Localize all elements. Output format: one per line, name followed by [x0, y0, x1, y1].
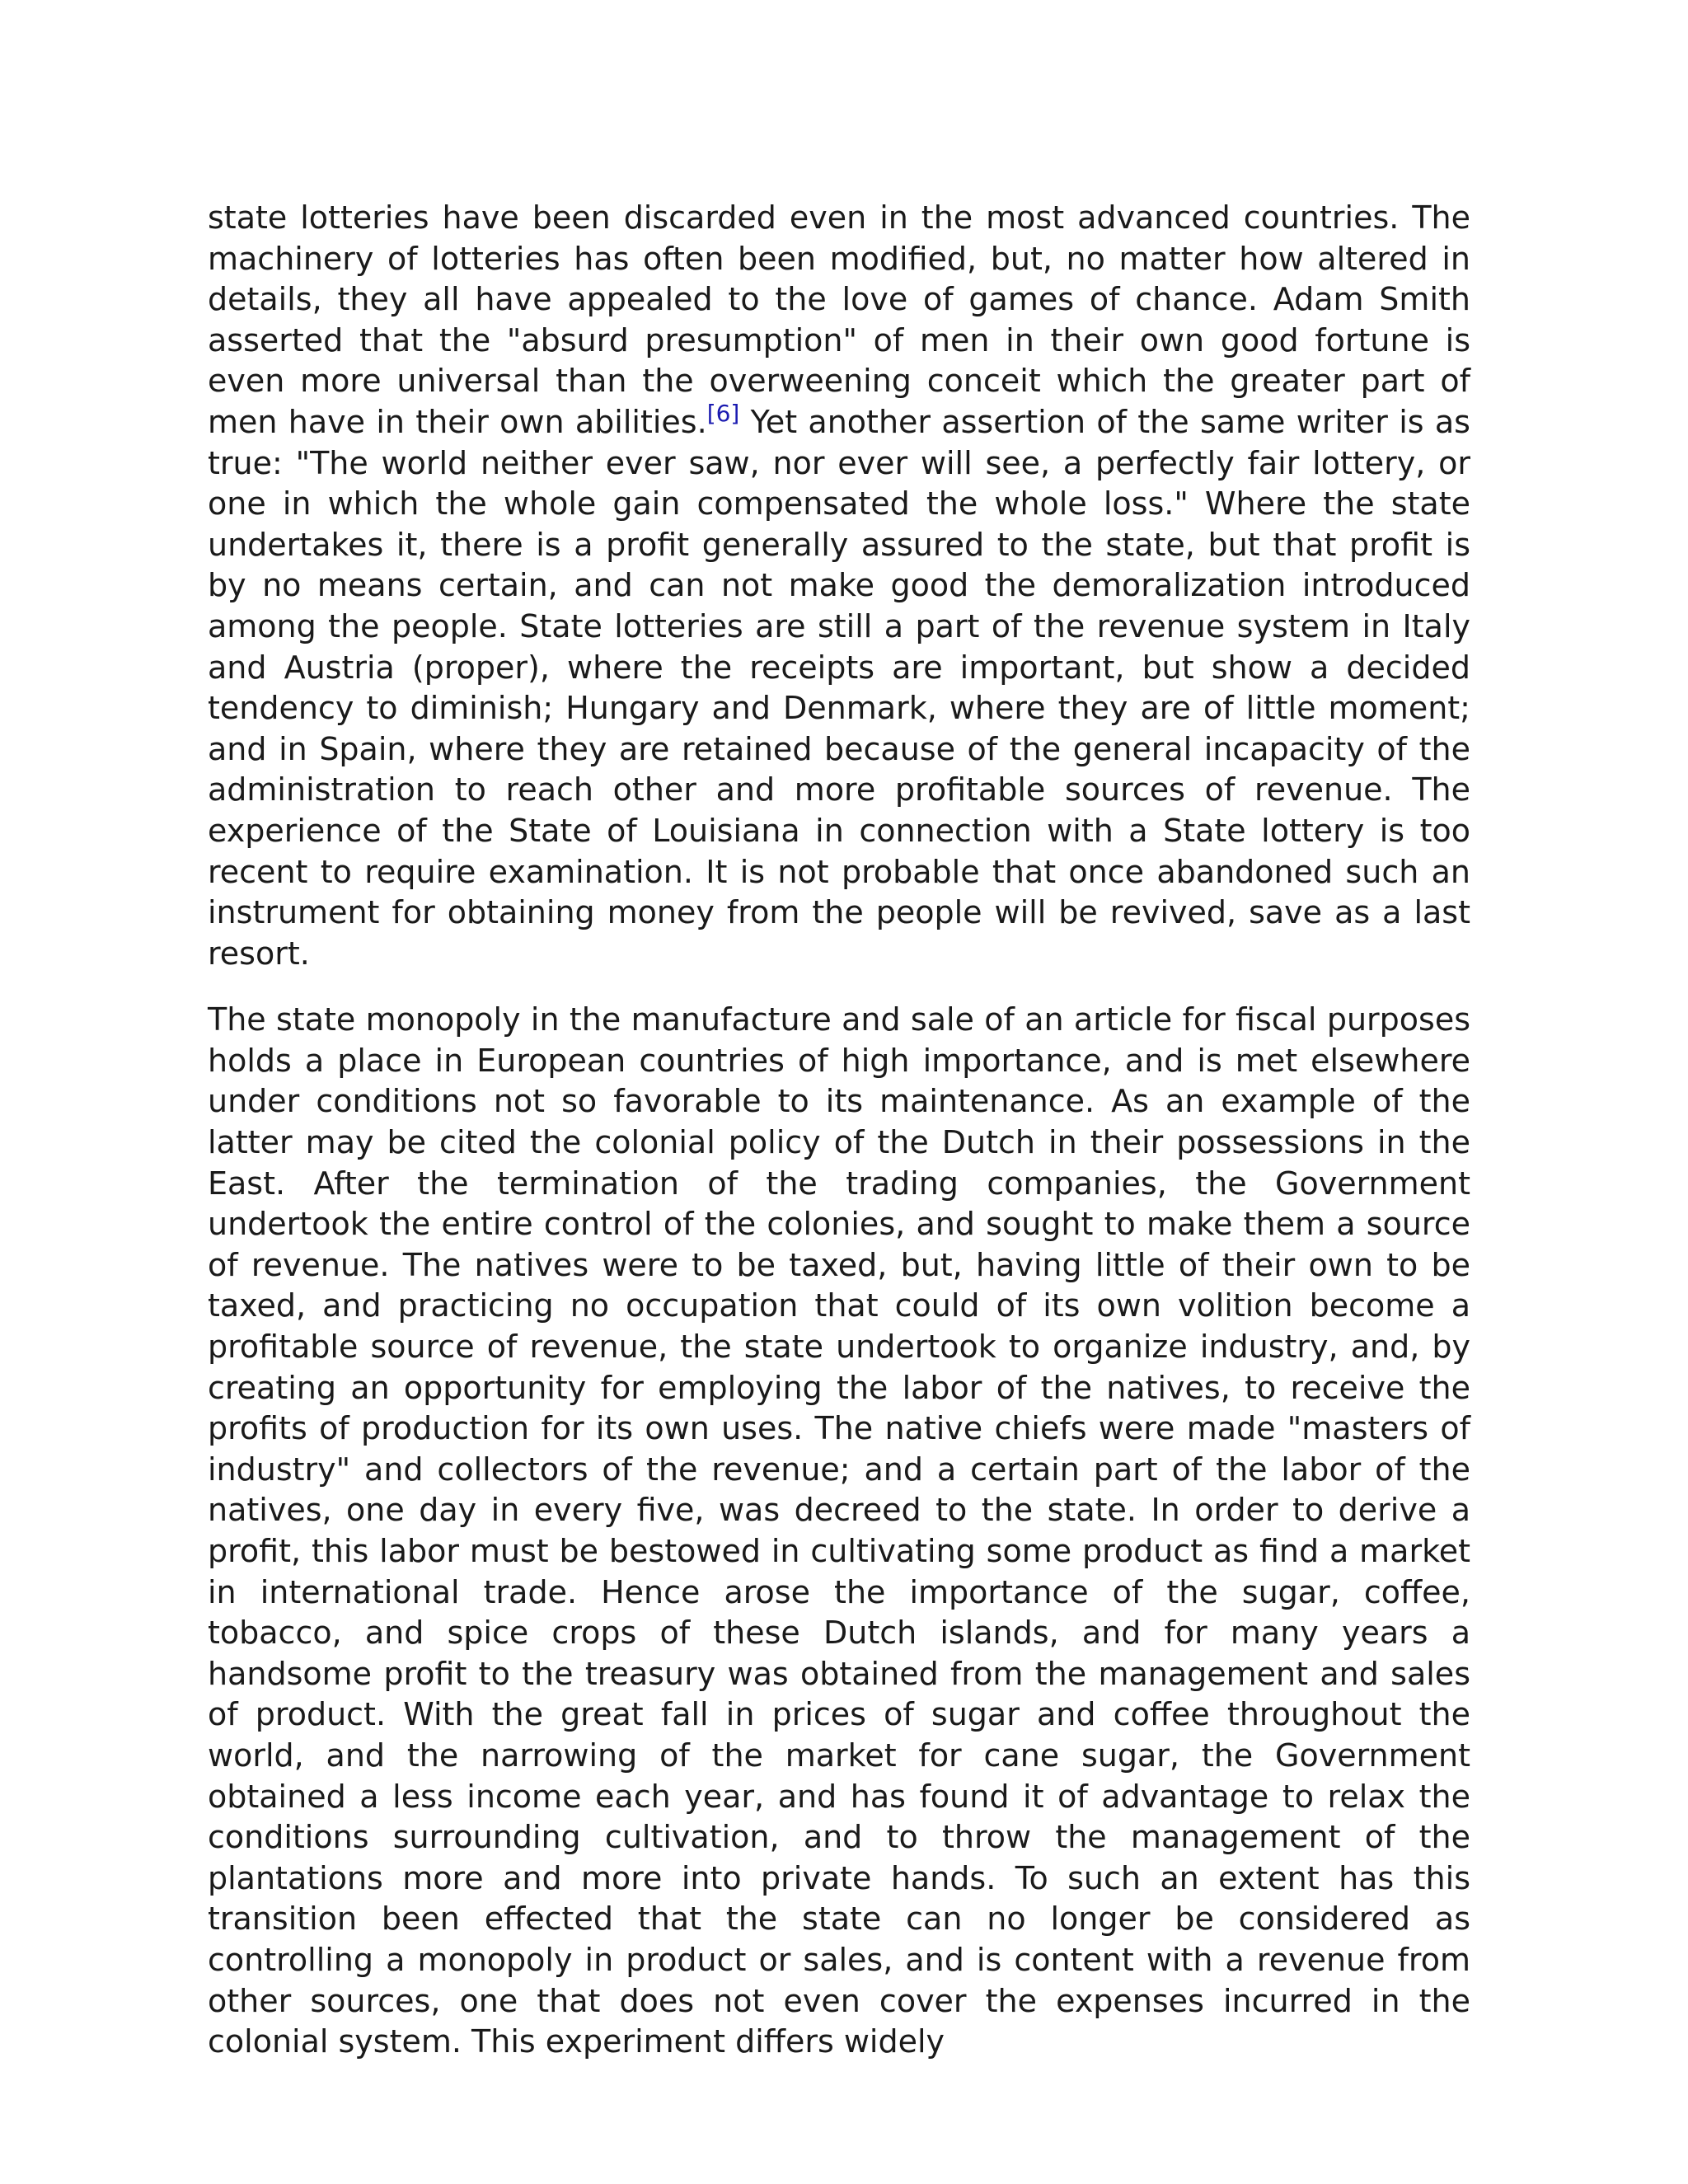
paragraph-text: state lotteries have been discarded even in the most advanced countries. The machinery of lotteries has often been modified, but, no matter how altered in details, they all have appealed to the love of games of chance. Adam Smith asserted that the "absurd presumption" of men in their own good fortune is even more universal than the overweening conceit which the greater part of men have in their own abilities. [208, 199, 1470, 440]
paragraph-text: The state monopoly in the manufacture and sale of an article for fiscal purposes holds a place in European countries of high importance, and is met elsewhere under conditions not so favorable to its maintenance. As an example of the latter may be cited the colonial policy of the Dutch in their possessions in the East. After the termination of the trading companies, the Government undertook the entire control of the colonies, and sought to make them a source of revenue. The natives were to be taxed, but, having little of their own to be taxed, and practicing no occupation that could of its own volition become a profitable source of revenue, the state undertook to organize industry, and, by creating an opportunity for employing the labor of the natives, to receive the profits of production for its own uses. The native chiefs were made "masters of industry" and collectors of the revenue; and a certain part of the labor of the natives, one day in every five, was decreed to the state. In order to derive a profit, this labor must be bestowed in cultivating some product as find a market in international trade. Hence arose the importance of the sugar, coffee, tobacco, and spice crops of these Dutch islands, and for many years a handsome profit to the treasury was obtained from the management and sales of product. With the great fall in prices of sugar and coffee throughout the world, and the narrowing of the market for cane sugar, the Government obtained a less income each year, and has found it of advantage to relax the conditions surrounding cultivation, and to throw the management of the plantations more and more into private hands. To such an extent has this transition been effected that the state can no longer be considered as controlling a monopoly in product or sales, and is content with a revenue from other sources, one that does not even cover the expenses incurred in the colonial system. This experiment differs widely [208, 1001, 1470, 2060]
document-page [208, 198, 1470, 2063]
paragraph-lotteries [208, 198, 1470, 974]
paragraph-text: Yet another assertion of the same writer is as true: "The world neither ever saw, nor ever will see, a perfectly fair lottery, or one in which the whole gain compensated the whole loss." Where the state undertakes it, there is a profit generally assured to the state, but that profit is by no means certain, and can not make good the demoralization introduced among the people. State lotteries are still a part of the revenue system in Italy and Austria (proper), where the receipts are important, but show a decided tendency to diminish; Hungary and Denmark, where they are of little moment; and in Spain, where they are retained because of the general incapacity of the administration to reach other and more profitable sources of revenue. The experience of the State of Louisiana in connection with a State lottery is too recent to require examination. It is not probable that once abandoned such an instrument for obtaining money from the people will be revived, save as a last resort. [208, 403, 1470, 972]
footnote-link-6[interactable]: [6] [706, 399, 740, 427]
paragraph-state-monopoly [208, 1000, 1470, 2062]
